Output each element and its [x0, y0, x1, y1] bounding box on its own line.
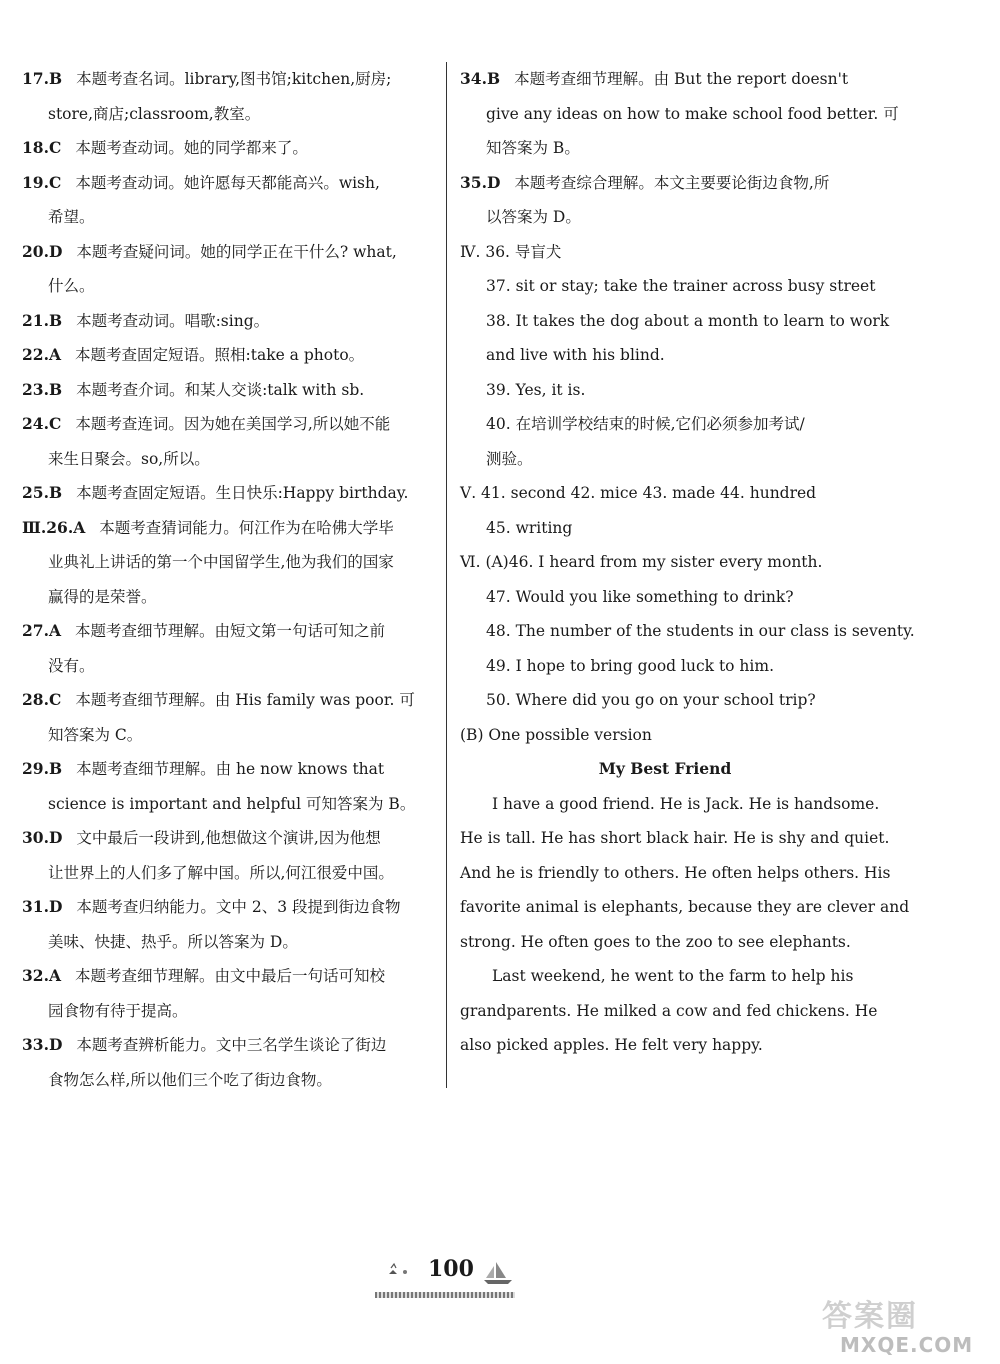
answer-letter: B — [486, 69, 501, 88]
text-line — [22, 752, 432, 787]
text-line — [460, 269, 876, 304]
essay-title: My Best Friend — [598, 759, 732, 778]
question-number: 21. — [22, 310, 49, 330]
line-text: 本题考查固定短语。生日快乐:Happy birthday. — [76, 484, 409, 502]
text-line — [22, 1063, 432, 1098]
text-line — [460, 304, 890, 339]
text-line — [22, 890, 432, 925]
line-text: Last weekend, he went to the farm to help his — [492, 967, 854, 985]
text-line — [22, 614, 432, 649]
text-line — [460, 856, 891, 891]
text-line — [460, 338, 870, 373]
line-text: 让世界上的人们多了解中国。所以,何江很爱中国。 — [48, 863, 394, 882]
line-text: 园食物有待于提高。 — [48, 1001, 188, 1020]
text-line — [460, 97, 899, 132]
text-line — [460, 200, 870, 235]
watermark-chinese: 答案圈 — [822, 1299, 918, 1334]
line-text: 本题考查疑问词。她的同学正在干什么? what, — [76, 242, 397, 261]
answer-letter: C — [48, 138, 62, 157]
text-line — [460, 1028, 870, 1063]
star-ornament-icon — [385, 1260, 415, 1284]
line-text: and live with his blind. — [486, 346, 665, 364]
text-line — [460, 235, 870, 270]
line-text: 希望。 — [48, 208, 95, 226]
text-line — [22, 856, 432, 891]
answer-letter: D — [486, 172, 501, 192]
text-line — [22, 442, 432, 477]
text-line — [22, 925, 432, 960]
line-text: 38. It takes the dog about a month to learn to work — [486, 311, 890, 330]
line-text: 47. Would you like something to drink? — [486, 587, 794, 606]
answer-letter: C — [48, 690, 62, 709]
question-number: 32. — [22, 966, 49, 985]
text-line — [22, 373, 432, 408]
line-text: also picked apples. He felt very happy. — [460, 1036, 763, 1054]
text-line — [460, 166, 870, 201]
answer-letter: C — [48, 172, 62, 192]
line-text: give any ideas on how to make school food better. 可 — [486, 104, 899, 123]
line-text: 本题考查归纳能力。文中 2、3 段提到街边食物 — [76, 898, 401, 916]
line-text: science is important and helpful 可知答案为 B。 — [48, 794, 416, 813]
text-line — [22, 649, 432, 684]
line-text: strong. He often goes to the zoo to see elephants. — [460, 932, 851, 951]
line-text: 文中最后一段讲到,他想做这个演讲,因为他想 — [76, 829, 381, 847]
line-text: I have a good friend. He is Jack. He is handsome. — [492, 794, 880, 813]
text-line — [460, 683, 870, 718]
answer-letter: D — [48, 1035, 63, 1054]
text-line — [22, 407, 432, 442]
line-text: 什么。 — [48, 277, 95, 295]
text-line — [22, 62, 432, 97]
line-text: 业典礼上讲话的第一个中国留学生,他为我们的国家 — [48, 553, 394, 571]
text-line — [22, 338, 432, 373]
line-text: Ⅴ. 41. second 42. mice 43. made 44. hundred — [460, 484, 817, 502]
question-number: 25. — [22, 483, 49, 502]
answer-letter: B — [48, 759, 63, 778]
question-number: 22. — [22, 345, 49, 364]
line-text: 本题考查动词。她的同学都来了。 — [75, 139, 308, 157]
text-line — [22, 545, 432, 580]
text-line — [460, 752, 870, 787]
text-line — [22, 166, 432, 201]
text-line — [460, 545, 870, 580]
question-number: 17. — [22, 69, 49, 88]
line-text: grandparents. He milked a cow and fed chickens. He — [460, 1001, 878, 1020]
line-text: 本题考查细节理解。由 But the report doesn't — [514, 70, 849, 88]
text-line — [460, 925, 870, 960]
text-line — [22, 511, 432, 546]
text-line — [460, 959, 870, 994]
question-number: 33. — [22, 1035, 49, 1054]
text-line — [22, 97, 432, 132]
answer-letter: B — [48, 379, 63, 399]
text-line — [460, 994, 878, 1029]
line-text: (B) One possible version — [460, 725, 652, 744]
line-text: 37. sit or stay; take the trainer across busy street — [486, 277, 876, 295]
line-text: 食物怎么样,所以他们三个吃了街边食物。 — [48, 1070, 332, 1089]
line-text: 知答案为 B。 — [486, 139, 580, 157]
line-text: 本题考查动词。唱歌:sing。 — [76, 311, 270, 330]
question-number: 30. — [22, 828, 49, 847]
watermark-url: MXQE.COM — [840, 1333, 974, 1357]
question-number: 35. — [460, 172, 487, 192]
text-line — [460, 614, 915, 649]
text-line — [460, 821, 890, 856]
line-text: 以答案为 D。 — [486, 208, 581, 226]
answer-letter: B — [48, 483, 63, 502]
line-text: 本题考查介词。和某人交谈:talk with sb. — [76, 380, 365, 399]
line-text: 知答案为 C。 — [48, 725, 143, 744]
line-text: 本题考查辨析能力。文中三名学生谈论了街边 — [76, 1036, 387, 1054]
left-column — [22, 62, 432, 1097]
site-watermark — [822, 1300, 997, 1360]
line-text: 赢得的是荣誉。 — [48, 587, 157, 606]
line-text: 本题考查固定短语。照相:take a photo。 — [75, 346, 365, 364]
line-text: 50. Where did you go on your school trip? — [486, 691, 816, 709]
right-column — [460, 62, 915, 1063]
question-number: 19. — [22, 172, 49, 192]
line-text: 来生日聚会。so,所以。 — [48, 449, 210, 468]
text-line — [22, 200, 432, 235]
question-number: 20. — [22, 241, 49, 261]
answer-letter: B — [48, 69, 63, 88]
text-line — [460, 787, 880, 822]
question-number: 27. — [22, 621, 49, 640]
text-line — [460, 511, 870, 546]
answer-letter: B — [48, 310, 63, 330]
text-line — [22, 476, 432, 511]
answer-letter: D — [48, 828, 63, 847]
answer-letter: C — [48, 414, 62, 433]
question-number: Ⅲ.26. — [22, 517, 74, 537]
line-text: He is tall. He has short black hair. He is shy and quiet. — [460, 829, 890, 847]
line-text: 本题考查猜词能力。何江作为在哈佛大学毕 — [99, 518, 394, 537]
text-line — [22, 580, 432, 615]
line-text: And he is friendly to others. He often helps others. His — [460, 863, 891, 882]
line-text: 本题考查细节理解。由短文第一句话可知之前 — [75, 622, 386, 640]
text-line — [22, 235, 432, 270]
line-text: 45. writing — [486, 518, 573, 537]
text-line — [22, 1028, 432, 1063]
text-line — [460, 476, 870, 511]
question-number: 24. — [22, 414, 49, 433]
line-text: 本题考查名词。library,图书馆;kitchen,厨房; — [76, 70, 392, 88]
text-line — [460, 580, 870, 615]
text-line — [460, 62, 870, 97]
question-number: 29. — [22, 759, 49, 778]
line-text: favorite animal is elephants, because they are clever and — [460, 898, 910, 916]
line-text: 本题考查动词。她许愿每天都能高兴。wish, — [75, 173, 380, 192]
line-text: 本题考查综合理解。本文主要要论街边食物,所 — [514, 173, 830, 192]
text-line — [460, 649, 870, 684]
text-line — [22, 718, 432, 753]
text-line — [22, 683, 432, 718]
line-text: 48. The number of the students in our class is seventy. — [486, 622, 915, 640]
text-line — [22, 787, 432, 822]
answer-letter: D — [48, 241, 63, 261]
text-line — [22, 821, 432, 856]
text-line — [22, 269, 432, 304]
answer-letter: A — [73, 517, 86, 537]
line-text: 40. 在培训学校结束的时候,它们必须参加考试/ — [486, 415, 805, 433]
line-text: store,商店;classroom,教室。 — [48, 104, 261, 123]
answer-letter: A — [48, 621, 61, 640]
page-number: 100 — [428, 1256, 474, 1282]
line-text: Ⅵ. (A)46. I heard from my sister every month. — [460, 553, 823, 571]
decorative-bar — [375, 1292, 515, 1298]
question-number: 28. — [22, 690, 49, 709]
line-text: 39. Yes, it is. — [486, 380, 586, 399]
line-text: Ⅳ. 36. 导盲犬 — [460, 242, 562, 261]
line-text: 没有。 — [48, 656, 95, 675]
question-number: 23. — [22, 379, 49, 399]
text-line — [460, 131, 870, 166]
answer-letter: D — [48, 897, 63, 916]
line-text: 本题考查连词。因为她在美国学习,所以她不能 — [75, 415, 391, 433]
text-line — [460, 718, 870, 753]
text-line — [460, 442, 870, 477]
line-text: 测验。 — [486, 449, 533, 468]
question-number: 34. — [460, 69, 487, 88]
column-divider — [446, 62, 447, 1088]
text-line — [22, 131, 432, 166]
text-line — [22, 994, 432, 1029]
text-line — [460, 407, 870, 442]
line-text: 本题考查细节理解。由 he now knows that — [76, 760, 385, 778]
line-text: 本题考查细节理解。由 His family was poor. 可 — [75, 691, 415, 709]
question-number: 18. — [22, 138, 49, 157]
text-line — [460, 373, 870, 408]
answer-letter: A — [48, 966, 61, 985]
line-text: 49. I hope to bring good luck to him. — [486, 656, 774, 675]
text-line — [460, 890, 910, 925]
text-line — [22, 304, 432, 339]
text-line — [22, 959, 432, 994]
answer-letter: A — [48, 345, 61, 364]
line-text: 本题考查细节理解。由文中最后一句话可知校 — [75, 967, 386, 985]
sailboat-ornament-icon — [478, 1258, 518, 1290]
question-number: 31. — [22, 897, 49, 916]
line-text: 美味、快捷、热乎。所以答案为 D。 — [48, 932, 298, 951]
